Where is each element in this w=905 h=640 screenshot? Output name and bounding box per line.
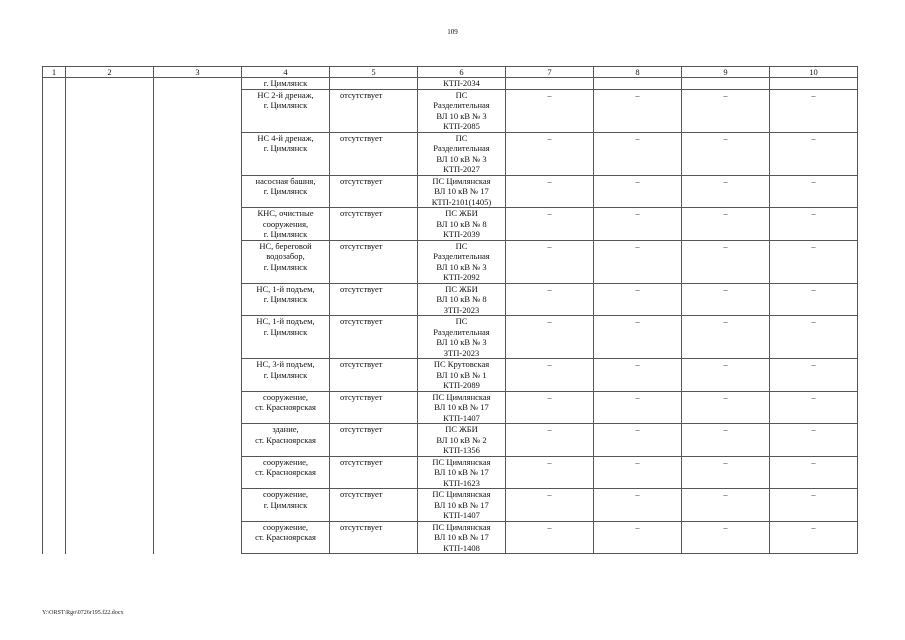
- header-row: [43, 67, 858, 78]
- cell-power-source: [418, 283, 506, 316]
- cell-c8: –: [594, 283, 682, 316]
- column-header: 1: [43, 67, 66, 78]
- power-source-line: ПС Цимлянская: [432, 489, 491, 499]
- object-name-line: НС, 1-й подъем,: [256, 283, 315, 294]
- power-source-line: ВЛ 10 кВ № 8: [436, 294, 487, 304]
- object-name-line: сооружения,: [262, 218, 309, 229]
- cell-c9: –: [682, 424, 770, 457]
- power-source-line: ВЛ 10 кВ № 17: [434, 467, 489, 477]
- cell-c9: –: [682, 489, 770, 522]
- cell-col3-empty: [154, 78, 242, 554]
- cell-object-name: [242, 521, 330, 554]
- power-source-line: ВЛ 10 кВ № 17: [434, 186, 489, 196]
- cell-power-source: [418, 521, 506, 554]
- object-name-line: г. Цимлянск: [263, 326, 308, 337]
- cell-object-name: [242, 359, 330, 392]
- cell-c9: –: [682, 208, 770, 241]
- column-header: 2: [66, 67, 154, 78]
- object-name-line: здание,: [272, 424, 299, 434]
- cell-status: отсутствует: [330, 89, 418, 132]
- power-source-line: ВЛ 10 кВ № 17: [434, 499, 489, 510]
- cell-c9: [682, 78, 770, 90]
- page-number: 109: [447, 28, 458, 36]
- cell-c8: –: [594, 208, 682, 241]
- cell-c9: –: [682, 240, 770, 283]
- cell-c8: [594, 78, 682, 90]
- cell-c9: –: [682, 316, 770, 359]
- cell-c10: –: [770, 424, 858, 457]
- cell-c10: –: [770, 391, 858, 424]
- cell-power-source: [418, 175, 506, 208]
- object-name-line: г. Цимлянск: [263, 499, 308, 510]
- cell-c7: –: [506, 283, 594, 316]
- table-body: [43, 78, 858, 554]
- cell-c7: –: [506, 240, 594, 283]
- table-row: [43, 78, 858, 90]
- power-source-line: КТП-1408: [443, 542, 480, 553]
- cell-c7: –: [506, 89, 594, 132]
- cell-c9: –: [682, 456, 770, 489]
- cell-power-source: [418, 316, 506, 359]
- cell-c8: –: [594, 456, 682, 489]
- cell-c10: –: [770, 456, 858, 489]
- power-source-line: Разделительная: [433, 251, 490, 261]
- cell-object-name: [242, 240, 330, 283]
- cell-c8: –: [594, 521, 682, 554]
- cell-c9: –: [682, 283, 770, 316]
- object-name-line: г. Цимлянск: [263, 78, 308, 88]
- cell-object-name: [242, 489, 330, 522]
- cell-c10: –: [770, 283, 858, 316]
- power-source-line: ВЛ 10 кВ № 8: [436, 218, 487, 229]
- power-source-line: КТП-1623: [443, 477, 480, 488]
- column-header: 4: [242, 67, 330, 78]
- cell-status: отсутствует: [330, 132, 418, 175]
- object-name-line: г. Цимлянск: [263, 369, 308, 380]
- cell-c10: –: [770, 89, 858, 132]
- column-header: 5: [330, 67, 418, 78]
- object-name-line: сооружение,: [262, 456, 309, 467]
- power-source-line: ПС Цимлянская: [432, 456, 491, 467]
- cell-power-source: [418, 391, 506, 424]
- cell-c7: –: [506, 132, 594, 175]
- object-name-line: НС, 1-й подъем,: [256, 316, 315, 326]
- cell-status: отсутствует: [330, 489, 418, 522]
- object-name-line: насосная башня,: [255, 175, 316, 186]
- cell-c9: –: [682, 359, 770, 392]
- object-name-line: г. Цимлянск: [263, 261, 308, 272]
- cell-c10: –: [770, 208, 858, 241]
- power-source-line: ЗТП-2023: [443, 347, 480, 358]
- object-name-line: сооружение,: [262, 521, 309, 532]
- power-source-line: КТП-2085: [443, 121, 480, 131]
- cell-c7: –: [506, 391, 594, 424]
- object-name-line: НС 4-й дренаж,: [257, 132, 314, 143]
- footer-file-path: Y:\ORST\Rgo\0726r195.f22.docx: [42, 610, 124, 616]
- cell-object-name: [242, 208, 330, 241]
- cell-power-source: [418, 132, 506, 175]
- object-name-line: НС, 3-й подъем,: [256, 359, 315, 369]
- column-header: 6: [418, 67, 506, 78]
- cell-c7: –: [506, 521, 594, 554]
- cell-c10: –: [770, 316, 858, 359]
- cell-power-source: [418, 359, 506, 392]
- cell-c9: –: [682, 175, 770, 208]
- cell-status: отсутствует: [330, 175, 418, 208]
- cell-c7: [506, 78, 594, 90]
- power-source-line: ПС Цимлянская: [432, 175, 491, 186]
- cell-object-name: [242, 132, 330, 175]
- cell-c7: –: [506, 489, 594, 522]
- cell-object-name: [242, 283, 330, 316]
- cell-status: отсутствует: [330, 283, 418, 316]
- cell-c10: –: [770, 175, 858, 208]
- cell-power-source: [418, 89, 506, 132]
- cell-power-source: [418, 424, 506, 457]
- power-source-line: ПС ЖБИ: [445, 424, 478, 434]
- data-table: [42, 66, 858, 554]
- power-source-line: КТП-2089: [443, 380, 480, 390]
- power-source-line: ВЛ 10 кВ № 3: [436, 261, 487, 272]
- power-source-line: КТП-1407: [443, 412, 480, 423]
- column-header: 7: [506, 67, 594, 78]
- column-header: 8: [594, 67, 682, 78]
- power-source-line: ВЛ 10 кВ № 2: [436, 434, 487, 445]
- power-source-line: КТП-2101(1405): [431, 196, 492, 207]
- cell-object-name: [242, 316, 330, 359]
- cell-power-source: [418, 456, 506, 489]
- object-name-line: г. Цимлянск: [263, 100, 308, 110]
- power-source-line: ПС Цимлянская: [432, 391, 491, 402]
- column-header: 10: [770, 67, 858, 78]
- power-source-line: ВЛ 10 кВ № 17: [434, 532, 489, 542]
- power-source-line: Разделительная: [433, 326, 490, 337]
- cell-c10: –: [770, 521, 858, 554]
- object-name-line: ст. Красноярская: [255, 434, 316, 445]
- cell-status: отсутствует: [330, 521, 418, 554]
- object-name-line: ст. Красноярская: [255, 467, 316, 477]
- cell-c10: –: [770, 132, 858, 175]
- cell-col2-empty: [66, 78, 154, 554]
- column-header: 9: [682, 67, 770, 78]
- cell-status: отсутствует: [330, 359, 418, 392]
- cell-c8: –: [594, 424, 682, 457]
- power-source-line: ПС: [455, 240, 468, 251]
- cell-c7: –: [506, 424, 594, 457]
- cell-status: отсутствует: [330, 456, 418, 489]
- cell-object-name: [242, 78, 330, 90]
- column-header: 3: [154, 67, 242, 78]
- cell-c9: –: [682, 89, 770, 132]
- power-source-line: ВЛ 10 кВ № 3: [436, 153, 487, 164]
- power-source-line: КТП-1407: [443, 510, 480, 520]
- cell-power-source: [418, 208, 506, 241]
- power-source-line: КТП-2039: [443, 229, 480, 239]
- cell-c7: –: [506, 359, 594, 392]
- cell-c8: –: [594, 489, 682, 522]
- cell-power-source: [418, 489, 506, 522]
- cell-c7: –: [506, 456, 594, 489]
- power-source-line: КТП-2092: [443, 272, 480, 282]
- power-source-line: ПС: [455, 89, 468, 100]
- cell-status: отсутствует: [330, 240, 418, 283]
- power-source-line: ВЛ 10 кВ № 3: [436, 337, 487, 347]
- power-source-line: ПС Крутовская: [433, 359, 490, 369]
- power-source-line: ПС ЖБИ: [445, 208, 478, 218]
- object-name-line: ст. Красноярская: [255, 532, 316, 542]
- cell-c7: –: [506, 175, 594, 208]
- cell-c8: –: [594, 175, 682, 208]
- power-source-line: ПС: [455, 132, 468, 143]
- cell-c8: –: [594, 359, 682, 392]
- cell-object-name: [242, 89, 330, 132]
- cell-object-name: [242, 175, 330, 208]
- object-name-line: КНС, очистные: [257, 208, 314, 218]
- object-name-line: НС, береговой: [259, 240, 312, 251]
- cell-c10: –: [770, 240, 858, 283]
- power-source-line: ПС: [455, 316, 468, 326]
- object-name-line: сооружение,: [262, 489, 309, 499]
- cell-c7: –: [506, 316, 594, 359]
- cell-power-source: [418, 78, 506, 90]
- cell-c8: –: [594, 316, 682, 359]
- cell-c7: –: [506, 208, 594, 241]
- power-source-line: КТП-1356: [443, 445, 480, 455]
- object-name-line: г. Цимлянск: [263, 186, 308, 196]
- cell-c9: –: [682, 391, 770, 424]
- cell-c10: –: [770, 359, 858, 392]
- power-source-line: ПС Цимлянская: [432, 521, 491, 532]
- cell-status: отсутствует: [330, 208, 418, 241]
- cell-col1-empty: [43, 78, 66, 554]
- power-source-line: ВЛ 10 кВ № 17: [434, 402, 489, 412]
- power-source-line: КТП-2034: [443, 78, 480, 88]
- cell-status: отсутствует: [330, 391, 418, 424]
- power-source-line: ВЛ 10 кВ № 3: [436, 110, 487, 121]
- cell-c10: –: [770, 489, 858, 522]
- cell-c9: –: [682, 132, 770, 175]
- object-name-line: водозабор,: [266, 251, 305, 261]
- cell-status: отсутствует: [330, 316, 418, 359]
- cell-c9: –: [682, 521, 770, 554]
- object-name-line: г. Цимлянск: [263, 294, 308, 304]
- cell-c10: [770, 78, 858, 90]
- power-source-line: Разделительная: [433, 143, 490, 153]
- power-source-line: КТП-2027: [443, 164, 480, 174]
- cell-status: отсутствует: [330, 424, 418, 457]
- cell-object-name: [242, 391, 330, 424]
- cell-c8: –: [594, 391, 682, 424]
- power-source-line: Разделительная: [433, 100, 490, 110]
- cell-c8: –: [594, 240, 682, 283]
- cell-power-source: [418, 240, 506, 283]
- object-name-line: сооружение,: [262, 391, 309, 402]
- power-source-line: ЗТП-2023: [443, 304, 480, 315]
- power-source-line: ПС ЖБИ: [445, 283, 478, 294]
- object-name-line: НС 2-й дренаж,: [257, 89, 314, 100]
- power-source-line: ВЛ 10 кВ № 1: [436, 369, 487, 380]
- cell-status: [330, 78, 418, 90]
- object-name-line: г. Цимлянск: [263, 229, 308, 239]
- cell-c8: –: [594, 89, 682, 132]
- cell-object-name: [242, 456, 330, 489]
- object-name-line: ст. Красноярская: [255, 402, 316, 412]
- object-name-line: г. Цимлянск: [263, 143, 308, 153]
- cell-object-name: [242, 424, 330, 457]
- cell-c8: –: [594, 132, 682, 175]
